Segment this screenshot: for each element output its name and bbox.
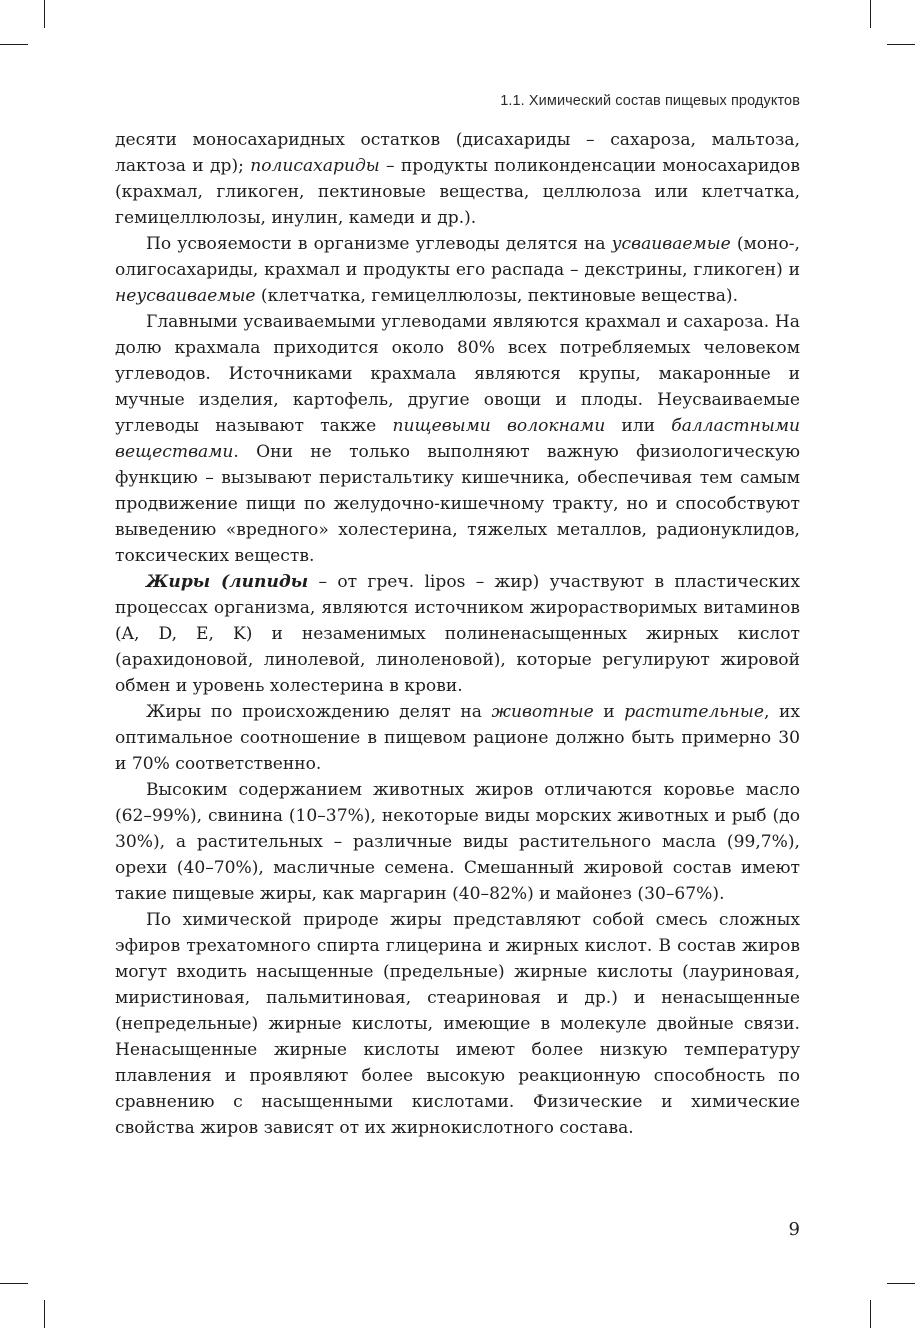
crop-mark-bottom-left-horizontal (0, 1283, 28, 1284)
crop-mark-top-left-vertical (44, 0, 45, 28)
text-run: Главными усваиваемыми углеводами являются крахмал и сахароза. На долю крахмала приходится около 80% всех потребляемых человеком углеводов. Источниками крахмала являются крупы, макаронные и мучные изделия, картофель, другие овощи и плоды. Неусваиваемые углеводы называют также (115, 312, 800, 436)
text-run: (клетчатка, гемицеллюлозы, пектиновые вещества). (255, 286, 739, 306)
page-number: 9 (788, 1219, 800, 1240)
text-run: или (605, 416, 672, 436)
paragraph (115, 777, 800, 907)
paragraph (115, 907, 800, 1141)
text-run: (моно-, олигосахариды, крахмал и продукты его распада – декстрины, гликоген) и (115, 234, 800, 280)
text-run: , их оптимальное соотношение в пищевом рационе должно быть примерно 30 и 70% соответственно. (115, 702, 800, 774)
text-run: Жиры по происхождению делят на (146, 702, 492, 722)
paragraph (115, 569, 800, 699)
text-run: десяти моносахаридных остатков (дисахариды – сахароза, мальтоза, лактоза и др); (115, 130, 800, 176)
text-run: – от греч. lipos – жир) участвуют в пластических процессах организма, являются источником жирорастворимых витаминов (A, D, E, K) и незаменимых полиненасыщенных жирных кислот (арахидоновой, линолевой, линоленовой), которые регулируют жировой обмен и уровень холестерина в крови. (115, 572, 800, 696)
paragraph (115, 127, 800, 231)
paragraph (115, 699, 800, 777)
italic-term: неусваиваемые (115, 286, 256, 306)
crop-mark-top-right-vertical (870, 0, 871, 28)
italic-term: растительные (624, 702, 764, 722)
body-text (115, 127, 800, 1141)
crop-mark-bottom-right-vertical (870, 1300, 871, 1328)
italic-term: полисахариды (250, 156, 380, 176)
paragraph (115, 231, 800, 309)
crop-mark-bottom-left-vertical (44, 1300, 45, 1328)
crop-mark-top-right-horizontal (887, 44, 915, 45)
text-run: и (593, 702, 625, 722)
running-head: 1.1. Химический состав пищевых продуктов (500, 93, 800, 109)
text-run: – продукты поликонденсации моносахаридов (крахмал, гликоген, пектиновые вещества, целлюлоза или клетчатка, гемицеллюлозы, инулин, камеди и др.). (115, 156, 800, 228)
paragraph (115, 309, 800, 569)
bold-italic-term: Жиры (липиды (146, 572, 309, 592)
italic-term: пищевыми волокнами (392, 416, 606, 436)
italic-term: балластными веществами (115, 416, 800, 462)
italic-term: животные (491, 702, 594, 722)
crop-mark-top-left-horizontal (0, 44, 28, 45)
crop-mark-bottom-right-horizontal (887, 1283, 915, 1284)
text-run: По усвояемости в организме углеводы делятся на (146, 234, 612, 254)
text-run: . Они не только выполняют важную физиологическую функцию – вызывают перистальтику кишечника, обеспечивая тем самым продвижение пищи по желудочно-кишечному тракту, но и способствуют выведению «вредного» холестерина, тяжелых металлов, радионуклидов, токсических веществ. (115, 442, 800, 566)
text-run: Высоким содержанием животных жиров отличаются коровье масло (62–99%), свинина (10–37%), некоторые виды морских животных и рыб (до 30%), а растительных – различные виды растительного масла (99,7%), орехи (40–70%), масличные семена. Смешанный жировой состав имеют такие пищевые жиры, как маргарин (40–82%) и майонез (30–67%). (115, 780, 800, 904)
text-run: По химической природе жиры представляют собой смесь сложных эфиров трехатомного спирта глицерина и жирных кислот. В состав жиров могут входить насыщенные (предельные) жирные кислоты (лауриновая, миристиновая, пальмитиновая, стеариновая и др.) и ненасыщенные (непредельные) жирные кислоты, имеющие в молекуле двойные связи. Ненасыщенные жирные кислоты имеют более низкую температуру плавления и проявляют более высокую реакционную способность по сравнению с насыщенными кислотами. Физические и химические свойства жиров зависят от их жирнокислотного состава. (115, 910, 800, 1138)
italic-term: усваиваемые (611, 234, 731, 254)
